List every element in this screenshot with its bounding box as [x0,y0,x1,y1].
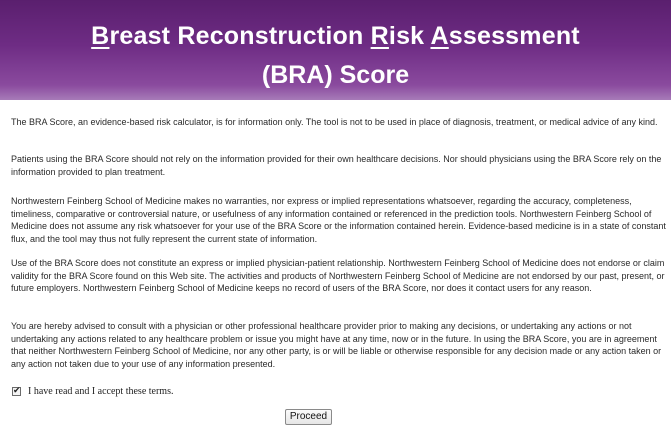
disclaimer-paragraph-5: You are hereby advised to consult with a physician or other professional healthcare provider prior to making any decisions, or undertaking any actions or not undertaking any actions related to any healthcare problem or issue you might have at any time, now or in the future. In using the BRA Score, you are in agreement that neither Northwestern Feinberg School of Medicine, nor any other party, is or will be liable or otherwise responsible for any decision made or any action taken or any action not taken due to your use of any information presented. [11,321,662,369]
accept-terms-checkbox[interactable] [12,387,21,396]
title-word-ssessment: ssessment [448,22,580,50]
title-word-reast-reconstruction: reast Reconstruction [109,22,371,50]
title-initial-b: B [91,22,110,50]
title-initial-r: R [370,22,389,50]
page-title-line2: (BRA) Score [261,61,410,89]
accept-terms-row [12,384,173,398]
checkmark-icon: ✔ [13,385,21,396]
page-title-line1 [0,21,671,51]
disclaimer-paragraph-2: Patients using the BRA Score should not rely on the information provided for their own healthcare decisions. Nor should physicians using the BRA Score rely on the information provided to plan treatment. [11,154,662,177]
page-header [0,0,671,100]
title-word-isk: isk [388,22,431,50]
title-initial-a: A [430,22,449,50]
proceed-button[interactable]: Proceed [285,409,332,425]
accept-terms-label[interactable]: I have read and I accept these terms. [28,385,174,397]
disclaimer-paragraph-4: Use of the BRA Score does not constitute an express or implied physician-patient relationship. Northwestern Feinberg School of Medicine does not endorse or claim validity for the BRA Score found on this Web site. The activities and products of Northwestern Feinberg School of Medicine are not endorsed by our past, present, or future employers. Northwestern Feinberg School of Medicine keeps no record of users of the BRA Score, nor does it contact users for any reason. [11,258,665,293]
disclaimer-paragraph-1: The BRA Score, an evidence-based risk calculator, is for information only. The tool is not to be used in place of diagnosis, treatment, or medical advice of any kind. [11,117,658,127]
disclaimer-paragraph-3: Northwestern Feinberg School of Medicine makes no warranties, nor express or implied representations whatsoever, regarding the accuracy, completeness, timeliness, comparative or controversial nature, or usefulness of any information contained or referenced in the prediction tools. Northwestern Feinberg School of Medicine does not assume any risk whatsoever for your use of the BRA Score or the information contained herein. Evidence-based medicine is in a state of constant flux, and the tool may thus not fully represent the current state of information. [11,196,666,244]
